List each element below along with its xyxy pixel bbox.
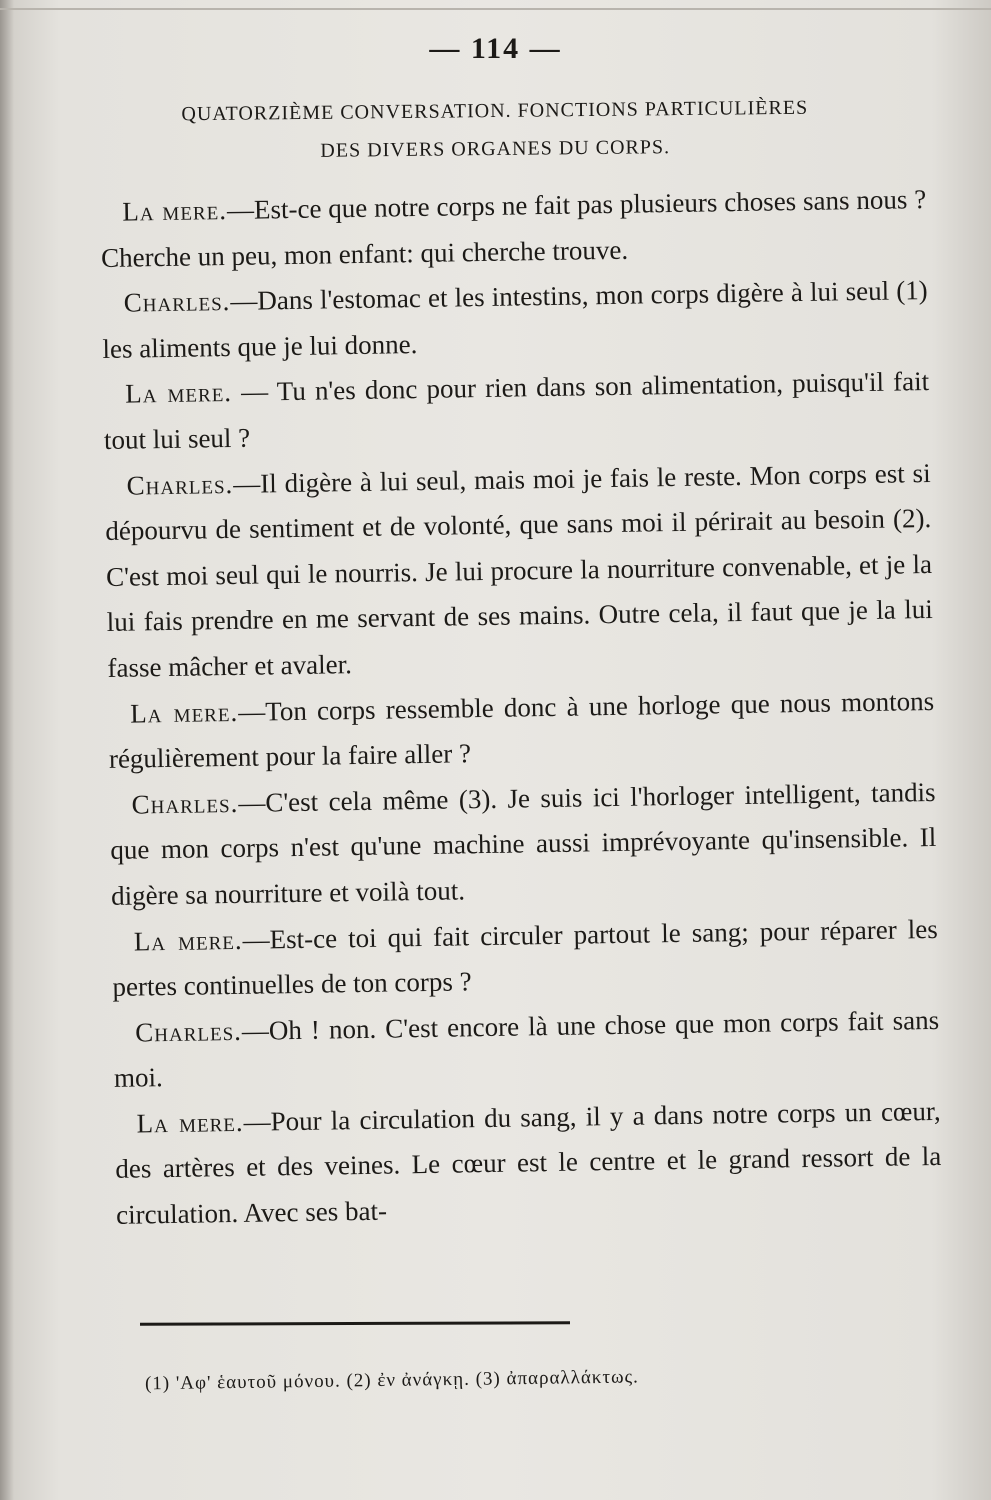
speaker-name: La mere. <box>133 924 243 957</box>
dialogue-paragraph <box>101 268 928 372</box>
dialogue-paragraph <box>113 998 940 1102</box>
speaker-name: La mere. <box>136 1106 244 1139</box>
dialogue-text: —Est-ce que notre corps ne fait pas plusieurs choses sans nous ? Cherche un peu, mon enfant: qui cherche trouve. <box>100 184 927 273</box>
dialogue-paragraph <box>104 451 933 692</box>
dialogue-paragraph <box>111 906 938 1010</box>
dialogue-body <box>100 177 942 1239</box>
footnote-divider <box>140 1321 570 1326</box>
dialogue-text: —Pour la circulation du sang, il y a dans notre corps un cœur, des artères et des veines. Le cœur est le centre et le grand ressort de la circulation. Avec ses bat- <box>115 1095 942 1230</box>
speaker-name: Charles. <box>123 286 231 318</box>
speaker-name: La mere. <box>122 195 228 227</box>
dialogue-paragraph <box>100 177 927 281</box>
chapter-title-line-2: DES DIVERS ORGANES DU CORPS. <box>320 136 671 162</box>
speaker-name: La mere. <box>124 377 233 410</box>
dialogue-paragraph <box>114 1089 942 1239</box>
speaker-name: La mere. <box>129 696 239 729</box>
dialogue-paragraph <box>103 359 930 463</box>
chapter-title <box>110 88 881 172</box>
top-edge-rule <box>0 8 991 10</box>
dialogue-paragraph <box>108 678 935 782</box>
speaker-name: Charles. <box>131 787 239 820</box>
speaker-name: Charles. <box>134 1015 243 1048</box>
dialogue-text: — Tu n'es donc pour rien dans son alimentation, puisqu'il fait tout lui seul ? <box>103 366 930 455</box>
footnotes: (1) 'Αφ' ἑαυτοῦ μόνου. (2) ἐν ἀνάγκῃ. (3) ἀπαραλλάκτως. <box>144 1366 639 1395</box>
dialogue-text: —Oh ! non. C'est encore là une chose que mon corps fait sans moi. <box>113 1004 940 1094</box>
chapter-title-line-1: QUATORZIÈME CONVERSATION. FONCTIONS PARTICULIÈRES <box>181 96 809 126</box>
page-number: — 114 — <box>429 32 562 65</box>
speaker-name: Charles. <box>126 468 234 501</box>
dialogue-text: —Ton corps ressemble donc à une horloge que nous montons régulièrement pour la faire aller ? <box>108 685 935 775</box>
dialogue-text: —Est-ce toi qui fait circuler partout le sang; pour réparer les pertes continuelles de ton corps ? <box>112 913 938 1002</box>
dialogue-paragraph <box>109 770 937 920</box>
dialogue-text: —Il digère à lui seul, mais moi je fais le reste. Mon corps est si dépourvu de sentiment et de volonté, que sans moi il périrait au besoin (2). C'est moi seul qui le nourris. Je lui procure la nourriture convenable, et je la lui fais prendre en me servant de ses mains. Outre cela, il faut que je la lui fasse mâcher et avaler. <box>105 457 933 683</box>
dialogue-text: —C'est cela même (3). Je suis ici l'horloger intelligent, tandis que mon corps n'est qu'une machine aussi imprévoyante qu'insensible. Il digère sa nourriture et voilà tout. <box>110 776 937 911</box>
dialogue-text: —Dans l'estomac et les intestins, mon corps digère à lui seul (1) les aliments que je lui donne. <box>102 275 928 364</box>
page-gutter-shadow <box>0 0 14 1500</box>
